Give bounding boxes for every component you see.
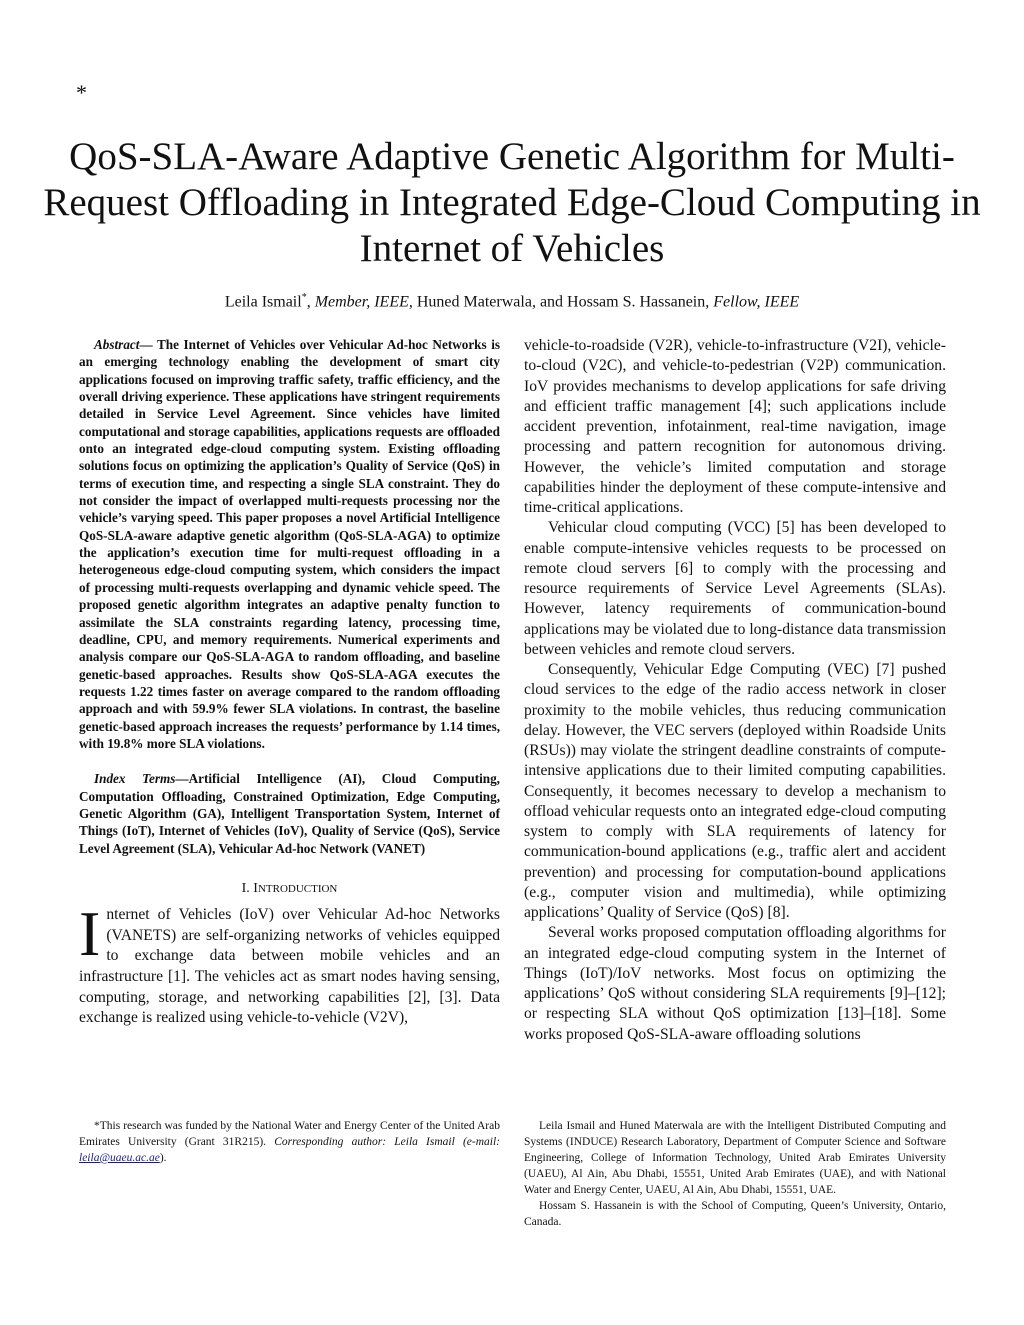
index-terms-text: Artificial Intelligence (AI), Cloud Computing, Computation Offloading, Constrained Optimization, Edge Computing, Genetic Algorithm (GA), Intelligent Transportation System, Internet of Things (IoT), Internet of Vehicles (IoV), Quality of Service (QoS), Service Level Agreement (SLA), Vehicular Ad-hoc Network (VANET)	[79, 771, 500, 856]
drop-cap: I	[79, 897, 101, 969]
author-name: Leila Ismail	[224, 293, 302, 311]
author-separator: ,	[306, 293, 315, 311]
section-title-rest: NTRODUCTION	[257, 882, 338, 895]
intro-paragraph-text: nternet of Vehicles (IoV) over Vehicular Ad-hoc Networks (VANETS) are self-organizing networks of vehicles equipped to exchange data between mobile vehicles and an infrastructure [1]. The vehicles act as smart nodes having sensing, computing, storage, and networking capabilities [2], [3]. Data exchange is realized using vehicle-to-vehicle (V2V),	[79, 905, 500, 1027]
author-line	[40, 287, 984, 313]
right-column	[524, 336, 946, 1045]
index-terms-dash: —	[175, 771, 189, 787]
intro-paragraph-continued: vehicle-to-roadside (V2R), vehicle-to-infrastructure (V2I), vehicle-to-cloud (V2C), and vehicle-to-pedestrian (V2P) communication. IoV provides mechanisms to develop applications for safe driving and efficient traffic management [4]; such applications include accident prevention, infotainment, real-time navigation, image processing and pattern recognition for autonomous driving. However, the vehicle’s limited computation and storage capabilities hinder the deployment of these compute-intensive and time-critical applications.	[524, 337, 946, 516]
funding-text: *This research was funded by the National Water and Energy Center of the United Arab Emirates University (Grant 31R215).	[79, 1120, 500, 1148]
section-heading-introduction	[79, 880, 500, 898]
affiliation-footnotes	[524, 1118, 946, 1230]
paper-title: QoS-SLA-Aware Adaptive Genetic Algorithm for Multi-Request Offloading in Integrated Edge-Cloud Computing in Internet of Vehicles	[43, 135, 981, 270]
author-names-rest: , Huned Materwala, and Hossam S. Hassanein,	[408, 293, 714, 311]
title-footnote-marker: *	[76, 80, 87, 105]
abstract-dash: —	[139, 337, 157, 352]
vec-paragraph: Consequently, Vehicular Edge Computing (VEC) [7] pushed cloud services to the edge of the radio access network in closer proximity to the mobile vehicles, thus reducing communication delay. However, the VEC servers (deployed within Roadside Units (RSUs)) may violate the stringent deadline constraints of compute-intensive applications due to their limited computing capabilities. Consequently, it becomes necessary to develop a mechanism to offload vehicular requests onto an integrated edge-cloud computing system to comply with SLA requirements of latency for communication-bound applications (e.g., traffic alert and accident prevention) and processing for computation-bound applications (e.g., computer vision and multimedia), while optimizing applications’ Quality of Service (QoS) [8].	[524, 661, 946, 921]
section-title-cap: I	[253, 880, 258, 896]
affiliation-footnote-2: Hossam S. Hassanein is with the School of Computing, Queen’s University, Ontario, Canada.	[524, 1200, 946, 1228]
author-role: Fellow, IEEE	[713, 293, 800, 311]
corresponding-author-mark: *	[301, 292, 307, 303]
affiliation-footnote-1: Leila Ismail and Huned Materwala are with the Intelligent Distributed Computing and Systems (INDUCE) Research Laboratory, Department of Computer Science and Software Engineering, College of Information Technology, United Arab Emirates University (UAEU), Al Ain, Abu Dhabi, 15551, United Arab Emirates (UAE), and with National Water and Energy Center, UAEU, Al Ain, Abu Dhabi, 15551, UAE.	[524, 1120, 946, 1196]
left-column	[79, 336, 500, 1029]
author-role: Member, IEEE	[314, 293, 409, 311]
email-link[interactable]: leila@uaeu.ac.ae	[79, 1152, 160, 1164]
corresponding-author-text: Corresponding author: Leila Ismail (e-mail:	[274, 1136, 500, 1148]
index-terms	[79, 770, 500, 857]
abstract-label: Abstract	[94, 337, 140, 352]
section-numeral: I.	[241, 880, 254, 896]
abstract	[79, 336, 500, 752]
vcc-paragraph: Vehicular cloud computing (VCC) [5] has been developed to enable compute-intensive vehicles requests to be processed on remote cloud servers [6] to comply with the processing and resource requirements of Service Level Agreements (SLAs). However, latency requirements of communication-bound applications may be violated due to long-distance data transmission between vehicles and remote cloud servers.	[524, 519, 946, 658]
intro-paragraph	[79, 897, 500, 1029]
abstract-text: The Internet of Vehicles over Vehicular Ad-hoc Networks is an emerging technology enabling the development of smart city applications focused on improving traffic safety, traffic efficiency, and the overall driving experience. These applications have stringent requirements detailed in Service Level Agreement. Since vehicles have limited computational and storage capabilities, applications requests are offloaded onto an integrated edge-cloud computing system. Existing offloading solutions focus on optimizing the application’s Quality of Service (QoS) in terms of execution time, and respecting a single SLA constraint. They do not consider the impact of overlapped multi-requests processing nor the vehicle’s varying speed. This paper proposes a novel Artificial Intelligence QoS-SLA-aware adaptive genetic algorithm (QoS-SLA-AGA) to optimize the application’s execution time for multi-request offloading in a heterogeneous edge-cloud computing system, which considers the impact of processing multi-requests overlapping and dynamic vehicle speed. The proposed genetic algorithm integrates an adaptive penalty function to assimilate the SLA constraints regarding latency, processing time, deadline, CPU, and memory requirements. Numerical experiments and analysis compare our QoS-SLA-AGA to random offloading, and baseline genetic-based approaches. Results show QoS-SLA-AGA executes the requests 1.22 times faster on average compared to the random offloading approach and with 59.9% fewer SLA violations. In contrast, the baseline genetic-based approach increases the requests’ performance by 1.14 times, with 19.8% more SLA violations.	[79, 337, 501, 751]
footnote-end: ).	[159, 1152, 167, 1164]
related-work-paragraph: Several works proposed computation offloading algorithms for an integrated edge-cloud computing system in the Internet of Things (IoT)/IoV networks. Most focus on optimizing the applications’ QoS without considering SLA requirements [9]–[12]; or respecting SLA without QoS optimization [13]–[18]. Some works proposed QoS-SLA-aware offloading solutions	[524, 924, 946, 1043]
index-terms-label: Index Terms	[94, 771, 176, 787]
funding-footnote	[79, 1118, 500, 1166]
